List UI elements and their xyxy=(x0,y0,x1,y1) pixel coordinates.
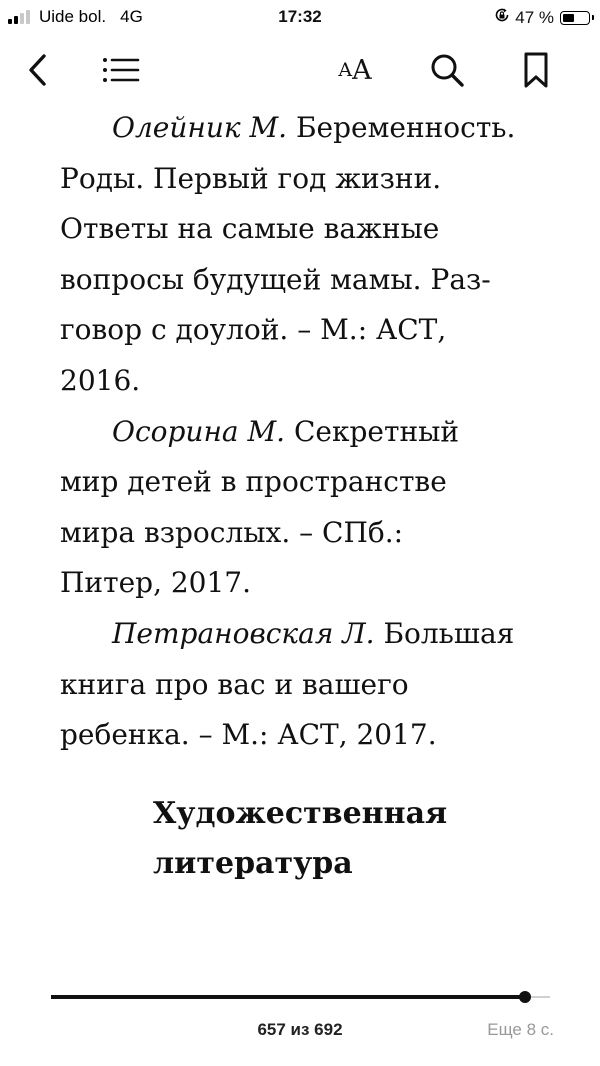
text-line xyxy=(60,154,560,205)
text-line xyxy=(60,103,560,154)
entry-text: ребенка. – М.: АСТ, 2017. xyxy=(60,718,437,752)
entry-text: Беременность. xyxy=(287,111,516,144)
text-line xyxy=(60,609,560,660)
status-bar xyxy=(0,0,600,36)
back-button[interactable] xyxy=(18,40,58,100)
text-line xyxy=(60,508,560,559)
bibliography-entry xyxy=(60,103,560,407)
bibliography-entry xyxy=(60,609,560,761)
font-size-small-label: A xyxy=(338,59,353,81)
entry-text: 2016. xyxy=(60,363,141,397)
orientation-lock-icon xyxy=(494,7,510,28)
text-line xyxy=(60,558,560,609)
author-name: Олейник М. xyxy=(112,111,288,144)
search-button[interactable] xyxy=(424,40,470,100)
text-line xyxy=(60,356,560,407)
entry-text: вопросы будущей мамы. Раз- xyxy=(60,262,491,296)
table-of-contents-button[interactable] xyxy=(98,40,144,100)
author-name: Петрановская Л. xyxy=(112,616,375,650)
font-size-large-label: A xyxy=(352,54,372,86)
author-name: Осорина М. xyxy=(112,414,286,448)
text-line xyxy=(60,660,560,711)
entry-text: мир детей в пространстве xyxy=(60,465,447,499)
text-line xyxy=(60,407,560,458)
pages-remaining: Еще 8 с. xyxy=(487,1020,554,1039)
text-line xyxy=(60,457,560,508)
table-of-contents-icon xyxy=(102,57,140,83)
network-type: 4G xyxy=(120,7,143,26)
text-line xyxy=(60,255,560,306)
reader-toolbar xyxy=(0,40,600,100)
battery-icon xyxy=(560,11,590,25)
entry-text: Ответы на самые важные xyxy=(60,212,440,246)
carrier-name: Uide bol. xyxy=(39,7,107,26)
reading-progress-slider[interactable] xyxy=(51,990,550,1004)
entry-text: мира взрослых. – СПб.: xyxy=(60,515,404,549)
clock: 17:32 xyxy=(278,7,322,26)
entry-text: Питер, 2017. xyxy=(60,566,252,600)
entry-text: говор с доулой. – М.: АСТ, xyxy=(60,313,447,347)
battery-percent: 47 % xyxy=(515,7,554,27)
book-page-content xyxy=(60,103,560,761)
text-line xyxy=(60,710,560,761)
section-heading-line: Художественная xyxy=(153,796,448,831)
bookmark-icon xyxy=(523,51,549,89)
section-heading-line: литература xyxy=(153,846,353,881)
text-line xyxy=(60,305,560,356)
text-line xyxy=(60,204,560,255)
bibliography-entry xyxy=(60,407,560,609)
progress-fill xyxy=(51,995,525,999)
section-heading xyxy=(153,789,553,889)
progress-handle[interactable] xyxy=(519,991,531,1003)
entry-text: Роды. Первый год жизни. xyxy=(60,161,442,195)
status-right xyxy=(494,7,590,28)
entry-text: Большая xyxy=(374,616,515,650)
search-icon xyxy=(429,52,465,88)
font-settings-button[interactable] xyxy=(328,40,382,100)
entry-text: книга про вас и вашего xyxy=(60,667,409,701)
page-counter: 657 из 692 xyxy=(257,1020,343,1039)
back-icon xyxy=(26,53,50,87)
bookmark-button[interactable] xyxy=(516,40,556,100)
entry-text: Секретный xyxy=(285,414,460,448)
